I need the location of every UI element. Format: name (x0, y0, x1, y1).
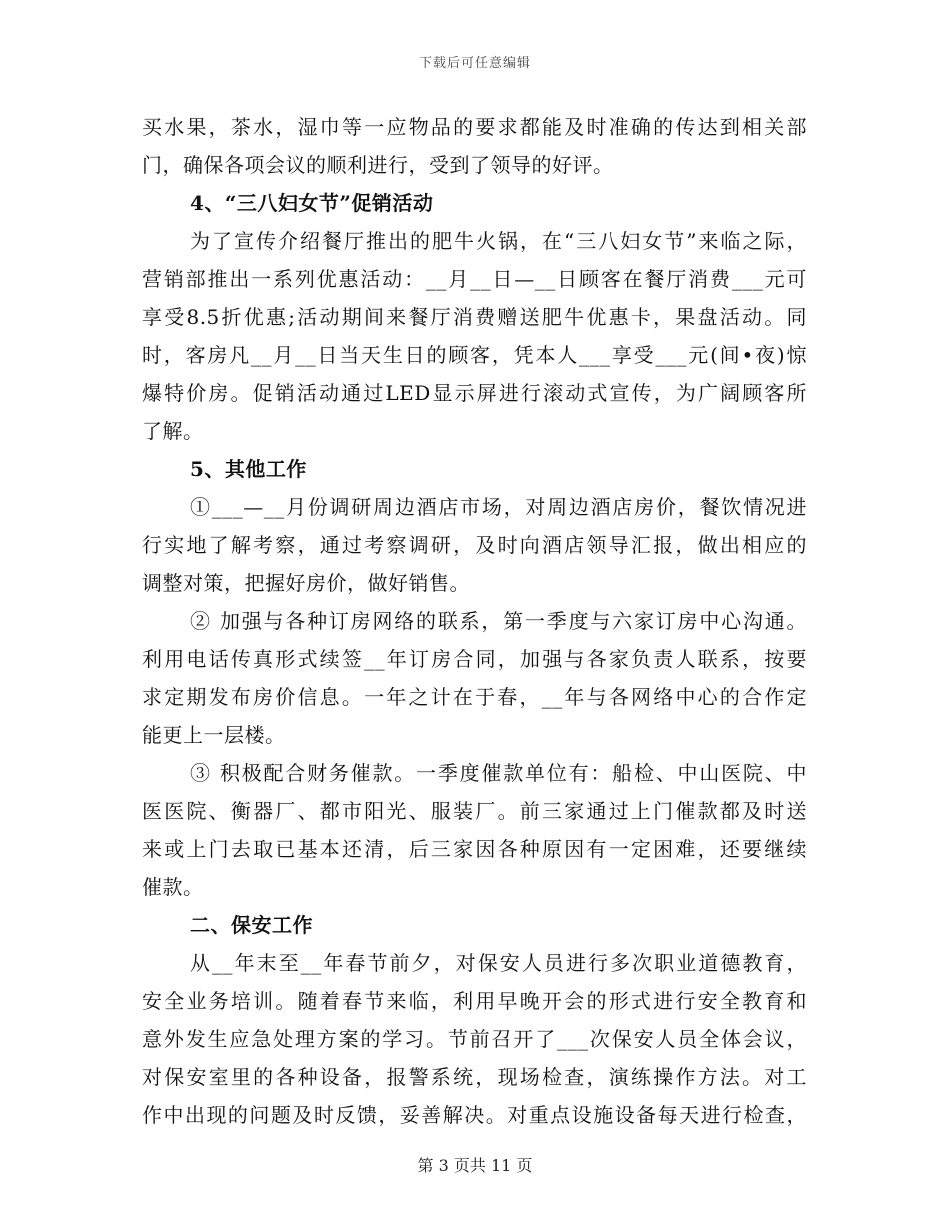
text-line: 门，确保各项会议的顺利进行，受到了领导的好评。 (142, 153, 614, 177)
text-line: 营销部推出一系列优惠活动：__月__日—__日顾客在餐厅消费___元可 (142, 267, 807, 291)
section-heading: 二、保安工作 (190, 913, 313, 937)
text-line: 爆特价房。促销活动通过LED显示屏进行滚动式宣传，为广阔顾客所 (142, 381, 807, 405)
text-line: 催款。 (142, 875, 204, 899)
text-line: 买水果，茶水，湿巾等一应物品的要求都能及时准确的传达到相关部 (142, 115, 807, 139)
text-line: 求定期发布房价信息。一年之计在于春，__年与各网络中心的合作定 (142, 685, 807, 709)
text-line: 享受8.5折优惠;活动期间来餐厅消费赠送肥牛优惠卡，果盘活动。同 (142, 305, 807, 329)
page-number: 第 3 页共 11 页 (417, 1156, 533, 1175)
text-line: 了解。 (142, 419, 204, 443)
text-line: 来或上门去取已基本还清，后三家因各种原因有一定困难，还要继续 (142, 837, 807, 861)
text-line: 医医院、衡器厂、都市阳光、服装厂。前三家通过上门催款都及时送 (142, 799, 807, 823)
page-header: 下载后可任意编辑 (418, 56, 531, 71)
text-line: ①___—__月份调研周边酒店市场，对周边酒店房价，餐饮情况进 (190, 495, 807, 519)
text-line: 为了宣传介绍餐厅推出的肥牛火锅，在“三八妇女节”来临之际， (190, 229, 807, 253)
text-line: ③ 积极配合财务催款。一季度催款单位有：船检、中山医院、中 (190, 761, 807, 785)
text-line: 能更上一层楼。 (142, 723, 286, 747)
text-line: 行实地了解考察，通过考察调研，及时向酒店领导汇报，做出相应的 (142, 533, 807, 557)
text-line: 意外发生应急处理方案的学习。节前召开了___次保安人员全体会议， (142, 1027, 807, 1051)
text-line: 从__年末至__年春节前夕，对保安人员进行多次职业道德教育， (190, 951, 807, 975)
section-heading: 4、“三八妇女节”促销活动 (190, 191, 434, 215)
text-line: 利用电话传真形式续签__年订房合同，加强与各家负责人联系，按要 (142, 647, 807, 671)
section-heading: 5、其他工作 (190, 457, 307, 481)
text-line: ② 加强与各种订房网络的联系，第一季度与六家订房中心沟通。 (190, 609, 807, 633)
text-line: 时，客房凡__月__日当天生日的顾客，凭本人___享受___元(间•夜)惊 (142, 343, 807, 367)
text-line: 对保安室里的各种设备，报警系统，现场检查，演练操作方法。对工 (142, 1065, 807, 1089)
text-line: 调整对策，把握好房价，做好销售。 (142, 571, 470, 595)
text-line: 安全业务培训。随着春节来临，利用早晚开会的形式进行安全教育和 (142, 989, 807, 1013)
text-line: 作中出现的问题及时反馈，妥善解决。对重点设施设备每天进行检查， (142, 1103, 807, 1127)
